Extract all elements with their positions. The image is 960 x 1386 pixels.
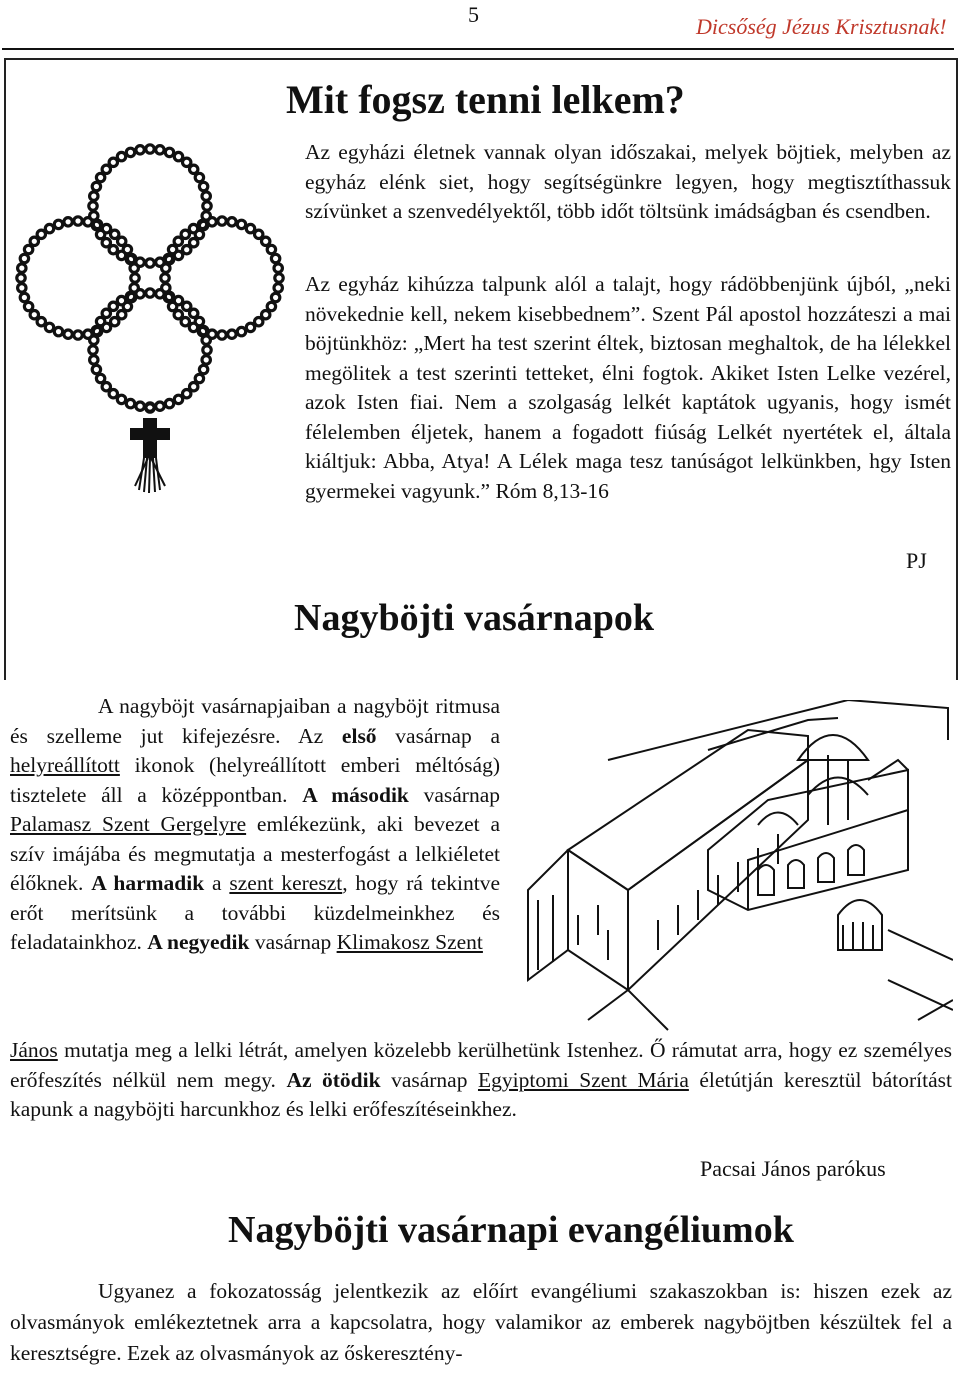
underlined-text: Klimakosz Szent <box>336 930 483 954</box>
bold-text: A második <box>302 782 409 807</box>
text-span: mutatja meg a lelki létrát, amelyen közelebb kerülhetünk Istenhez. Ő rámutat arra, hogy ez személyes erőfeszítés nélkül nem megy. <box>10 1038 952 1092</box>
underlined-text: szent kereszt <box>229 871 343 895</box>
article1-signature: PJ <box>906 548 927 573</box>
underlined-text: Palamasz Szent Gergelyre <box>10 812 247 836</box>
article2-paragraph-continued <box>10 1036 952 1125</box>
article2-paragraph <box>10 692 500 958</box>
header-motto: Dicsőség Jézus Krisztusnak! <box>696 14 947 39</box>
article3-paragraph: Ugyanez a fokozatosság jelentkezik az előírt evangéliumi szakaszokban is: hiszen ezek az olvasmányok emlékeztetnek arra a kapcsolatra, hogy valamikor az emberek nagyböjtben készültek fel a keresztségre. Ezek az olvasmányok az őskeresztény- <box>10 1279 952 1365</box>
text-span: a <box>204 871 230 895</box>
article2-signature: Pacsai János parókus <box>700 1156 886 1181</box>
text-span: vasárnap <box>380 1067 478 1092</box>
article1-paragraph-2: Az egyház kihúzza talpunk alól a talajt, hogy rádöbbenjünk újból, „neki növekednie kell, nekem kisebbednem”. Szent Pál apostol hozzáteszi a mai böjtünkhöz: „Mert ha test szerint éltek, biztosan meghaltok, de ha lélekkel megölitek a test szerinti tetteket, élni fogtok. Akiket Isten Lelke vezérel, azok Isten fiai. Nem a szolgaság lelkét kaptátok ugyanis, hogy ismét félelemben éljetek, hanem a fogadott fiúság Lelkét nyertétek el, általa kiáltjuk: Abba, Atya! A Lélek maga tesz tanúságot lelkünkben, hgy Isten gyermekei vagyunk.” Róm 8,13-16 <box>305 272 951 503</box>
text-span: életútján keresztül bátorítást kapunk a nagyböjti harcunkhoz és lelki erőfeszítéseinkhez. <box>10 1067 953 1121</box>
bold-text: A negyedik <box>147 930 250 954</box>
article-title-evangeliumok: Nagyböjti vasárnapi evangéliumok <box>228 1209 794 1251</box>
text-span: ikonok (helyreállított emberi méltóság) tisztelete áll a középpontban. <box>10 753 500 807</box>
text-span: , hogy rá tekintve erőt merítsünk a további küzdelmeinkhez és feladatainkhoz. <box>10 871 501 954</box>
page-number: 5 <box>468 2 479 27</box>
text-span: vasárnap a <box>376 723 501 748</box>
monastery-illustration <box>508 700 953 1045</box>
prayer-rope-illustration <box>8 128 293 498</box>
underlined-text: Egyiptomi Szent Mária <box>477 1067 689 1092</box>
underlined-text: helyreállított <box>10 753 120 777</box>
article-title-nagybojti-vasarnapok: Nagyböjti vasárnapok <box>294 597 654 639</box>
text-span: vasárnap <box>408 782 500 807</box>
article-title-mit-fogsz: Mit fogsz tenni lelkem? <box>286 77 685 122</box>
header-rule <box>2 48 954 50</box>
article1-paragraph-1: Az egyházi életnek vannak olyan időszakai, melyek böjtiek, melyben az egyház elénk siet, hogy segítségünkre legyen, hogy megtisztíthassuk szívünket a szenvedélyektől, több időt töltsünk imádságban és csendben. <box>305 140 951 223</box>
bold-text: Az ötödik <box>286 1067 381 1092</box>
text-span: emlékezünk, aki bevezet a szív imájába és megmutatja a mesterfogást a lelkiéletet élőknek. <box>10 812 500 895</box>
bold-text: A harmadik <box>91 871 205 895</box>
text-span: vasárnap <box>249 930 337 954</box>
underlined-text: János <box>10 1038 58 1062</box>
bold-text: első <box>341 723 377 748</box>
text-span: A nagyböjt vasárnapjaiban a nagyböjt ritmusa és szelleme jut kifejezésre. Az <box>10 694 500 748</box>
